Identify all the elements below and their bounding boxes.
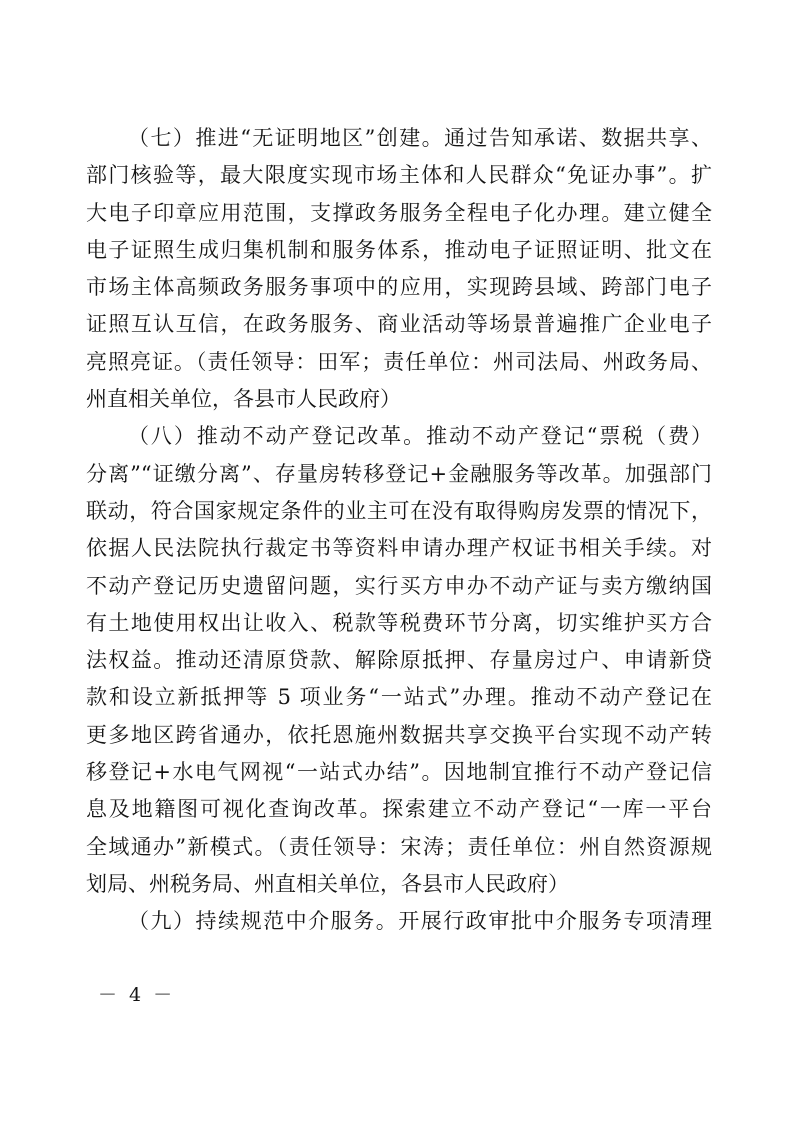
paragraph-9 <box>86 903 712 940</box>
text-line: 依据人民法院执行裁定书等资料申请办理产权证书相关手续。对 <box>86 536 712 561</box>
text-line: 州直相关单位，各县市人民政府） <box>86 387 401 412</box>
text-line: 不动产登记历史遗留问题，实行买方申办不动产证与卖方缴纳国 <box>86 573 712 598</box>
text-line: 更多地区跨省通办，依托恩施州数据共享交换平台实现不动产转 <box>86 722 712 747</box>
text-line: （九）持续规范中介服务。开展行政审批中介服务专项清理 <box>128 909 712 934</box>
text-line: 分离”“证缴分离”、存量房转移登记+金融服务等改革。加强部门 <box>86 461 712 486</box>
text-line: 法权益。推动还清原贷款、解除原抵押、存量房过户、申请新贷 <box>86 648 712 673</box>
text-line: （八）推动不动产登记改革。推动不动产登记“票税（费） <box>128 424 712 449</box>
text-line: 全域通办”新模式。（责任领导：宋涛；责任单位：州自然资源规 <box>86 834 712 859</box>
paragraph-8 <box>86 418 712 903</box>
text-line: 联动，符合国家规定条件的业主可在没有取得购房发票的情况下， <box>86 498 712 523</box>
paragraph-7 <box>86 120 712 418</box>
text-line: 大电子印章应用范围，支撑政务服务全程电子化办理。建立健全 <box>86 200 712 225</box>
text-line: 移登记+水电气网视“一站式办结”。因地制宜推行不动产登记信 <box>86 760 712 785</box>
text-line: 亮照亮证。（责任领导：田军；责任单位：州司法局、州政务局、 <box>86 349 712 374</box>
text-line: 证照互认互信，在政务服务、商业活动等场景普遍推广企业电子 <box>86 312 712 337</box>
page-number: － 4 － <box>98 984 176 1006</box>
text-line: 有土地使用权出让收入、税款等税费环节分离，切实维护买方合 <box>86 610 712 635</box>
text-line: 息及地籍图可视化查询改革。探索建立不动产登记“一库一平台 <box>86 797 712 822</box>
text-line: 部门核验等，最大限度实现市场主体和人民群众“免证办事”。扩 <box>86 163 712 188</box>
text-line: （七）推进“无证明地区”创建。通过告知承诺、数据共享、 <box>128 126 712 150</box>
text-line: 市场主体高频政务服务事项中的应用，实现跨县域、跨部门电子 <box>86 275 712 300</box>
text-line: 电子证照生成归集机制和服务体系，推动电子证照证明、批文在 <box>86 237 712 262</box>
text-line: 划局、州税务局、州直相关单位，各县市人民政府） <box>86 871 569 896</box>
body-text <box>86 120 712 941</box>
text-line: 款和设立新抵押等 5 项业务“一站式”办理。推动不动产登记在 <box>86 685 712 710</box>
